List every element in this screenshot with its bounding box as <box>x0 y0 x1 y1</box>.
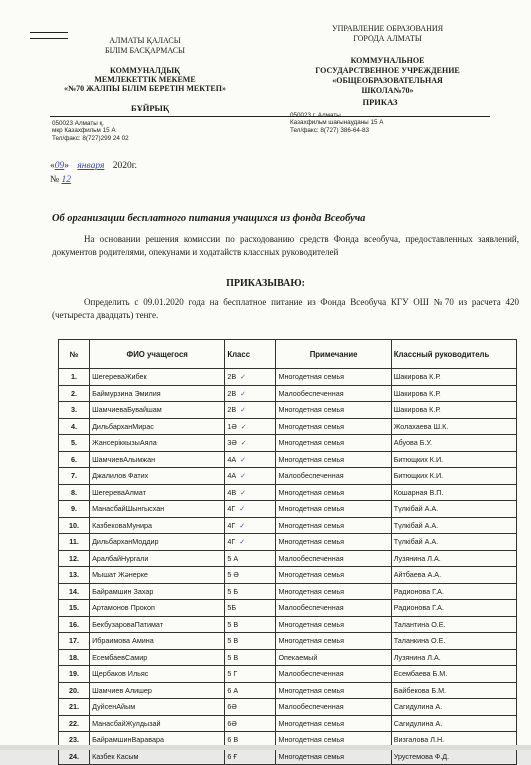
note: Малообеспеченная <box>276 468 391 485</box>
row-number: 13. <box>59 567 90 584</box>
table-row <box>59 451 517 468</box>
note: Многодетная семья <box>276 402 391 419</box>
header-left-org1: КОММУНАЛДЫҚ <box>110 66 180 75</box>
header-mark <box>30 38 68 39</box>
order-word: ПРИКАЗЫВАЮ: <box>226 278 305 289</box>
student-name: ШамчиеваБувайшам <box>90 402 225 419</box>
note: Многодетная семья <box>276 682 391 699</box>
header-left-org2: МЕМЛЕКЕТТІК МЕКЕМЕ <box>94 75 196 84</box>
class-teacher: Талантина О.Е. <box>391 616 516 633</box>
checkmark-icon: ✓ <box>240 454 247 464</box>
class-name: 5 Б <box>225 583 276 600</box>
class-name: 3Ә ✓ <box>225 435 276 452</box>
row-number: 21. <box>59 699 90 716</box>
header-left-dept: БІЛІМ БАСҚАРМАСЫ <box>104 46 186 55</box>
student-name: КазбековаМунира <box>90 517 225 534</box>
class-teacher: Радионова Г.А. <box>391 583 516 600</box>
checkmark-icon: ✓ <box>240 405 247 415</box>
student-name: ДильбарханМирас <box>90 418 225 435</box>
class-teacher: Лузянина Л.А. <box>391 550 516 567</box>
header-right-org3: «ОБЩЕОБРАЗОВАТЕЛЬНАЯ <box>332 76 443 85</box>
class-name: 1Ә ✓ <box>225 418 276 435</box>
row-number: 7. <box>59 468 90 485</box>
class-teacher: Шакирова К.Р. <box>391 369 516 386</box>
note: Малообеспеченная <box>276 550 391 567</box>
order-title: Об организации бесплатного питания учащихся из фонда Всеобуча <box>52 213 366 224</box>
student-name: ШегереваАлмат <box>90 484 225 501</box>
class-name: 5 А <box>225 550 276 567</box>
page-edge <box>0 745 531 750</box>
student-name: Ибраимова Амина <box>90 633 225 650</box>
row-number: 4. <box>59 418 90 435</box>
student-name: МанасбайЖулдызай <box>90 715 225 732</box>
table-row <box>59 517 517 534</box>
header-right-org4: ШКОЛА№70» <box>361 86 414 95</box>
student-name: Щербаков Ильяс <box>90 666 225 683</box>
student-name: ШамчиевАлымжан <box>90 451 225 468</box>
checkmark-icon: ✓ <box>239 504 246 514</box>
student-name: Казбек Касым <box>90 748 225 765</box>
class-teacher: Лузянина Л.А. <box>391 649 516 666</box>
col-name: ФИО учащегося <box>90 340 225 369</box>
table-row <box>59 567 517 584</box>
class-name: 6Ә <box>225 699 276 716</box>
order-number: № 12 <box>50 175 71 185</box>
col-note: Примечание <box>276 340 391 369</box>
row-number: 23. <box>59 732 90 749</box>
class-teacher: Есембаева Б.М. <box>391 666 516 683</box>
note: Многодетная семья <box>276 418 391 435</box>
class-name: 2В ✓ <box>225 402 276 419</box>
row-number: 18. <box>59 649 90 666</box>
class-name: 6Ә <box>225 715 276 732</box>
row-number: 8. <box>59 484 90 501</box>
student-name: ДуйсенАйым <box>90 699 225 716</box>
student-name: Джалилов Фатих <box>90 468 225 485</box>
note: Многодетная семья <box>276 369 391 386</box>
student-name: ДильбарханМоддир <box>90 534 225 551</box>
row-number: 22. <box>59 715 90 732</box>
class-name: 4Г ✓ <box>225 517 276 534</box>
header-right-city: ГОРОДА АЛМАТЫ <box>353 34 422 43</box>
class-name: 4А ✓ <box>225 451 276 468</box>
header-divider <box>50 116 490 117</box>
class-teacher: Сагидулина А. <box>391 715 516 732</box>
header-right-org1: КОММУНАЛЬНОЕ <box>350 56 425 65</box>
class-name: 4В ✓ <box>225 484 276 501</box>
class-name: 5 Ә <box>225 567 276 584</box>
checkmark-icon: ✓ <box>240 487 247 497</box>
class-teacher: Таланкина О.Е. <box>391 633 516 650</box>
class-teacher: Урустемова Ф.Д. <box>391 748 516 765</box>
class-name: 5 В <box>225 633 276 650</box>
checkmark-icon: ✓ <box>240 388 247 398</box>
col-number: № <box>59 340 90 369</box>
table-row <box>59 534 517 551</box>
student-name: Мышат Жәнерке <box>90 567 225 584</box>
order-date: «09» января 2020г. <box>50 161 137 171</box>
student-name: Шамчиев Алишер <box>90 682 225 699</box>
header-right-doc-type: ПРИКАЗ <box>362 97 398 107</box>
row-number: 24. <box>59 748 90 765</box>
row-number: 3. <box>59 402 90 419</box>
class-teacher: Түлкібай А.А. <box>391 501 516 518</box>
note: Многодетная семья <box>276 583 391 600</box>
table-row <box>59 666 517 683</box>
checkmark-icon: ✓ <box>240 438 247 448</box>
table-row <box>59 550 517 567</box>
table-row <box>59 468 517 485</box>
student-name: ШегереваЖибек <box>90 369 225 386</box>
note: Малообеспеченная <box>276 385 391 402</box>
row-number: 20. <box>59 682 90 699</box>
class-teacher: Радионова Г.А. <box>391 600 516 617</box>
checkmark-icon: ✓ <box>240 372 247 382</box>
student-name: Баймурзина Эмилия <box>90 385 225 402</box>
class-teacher: Битющких К.И. <box>391 468 516 485</box>
row-number: 15. <box>59 600 90 617</box>
table-row <box>59 600 517 617</box>
student-name: ЕсембаевСамир <box>90 649 225 666</box>
header-right-org2: ГОСУДАРСТВЕННОЕ УЧРЕЖДЕНИЕ <box>315 66 460 75</box>
class-teacher: Шакирова К.Р. <box>391 402 516 419</box>
header-left-address: 050023 Алматы қ. мкр Казахфильм 15 А Тел/факс: 8(727)299 24 02 <box>52 120 129 142</box>
class-name: 5 В <box>225 616 276 633</box>
note: Многодетная семья <box>276 633 391 650</box>
students-table <box>58 339 517 765</box>
row-number: 10. <box>59 517 90 534</box>
class-teacher: Визгалова Л.Н. <box>391 732 516 749</box>
class-teacher: Абуова Б.У. <box>391 435 516 452</box>
row-number: 19. <box>59 666 90 683</box>
class-name: 2В ✓ <box>225 385 276 402</box>
student-name: ЖансеріккызыАяла <box>90 435 225 452</box>
note: Малообеспеченная <box>276 699 391 716</box>
class-name: 6 Ғ <box>225 748 276 765</box>
class-teacher: Байбекова Б.М. <box>391 682 516 699</box>
class-name: 6 В <box>225 732 276 749</box>
checkmark-icon: ✓ <box>239 520 246 530</box>
class-name: 4Г ✓ <box>225 501 276 518</box>
class-name: 4А ✓ <box>225 468 276 485</box>
note: Многодетная семья <box>276 517 391 534</box>
intro-paragraph: На основании решения комиссии по расходованию средств Фонда всеобуча, предоставленных заявлений, документов родителями, опекунами и ходатайств классных руководителей <box>52 234 519 257</box>
row-number: 5. <box>59 435 90 452</box>
table-row <box>59 369 517 386</box>
table-row <box>59 633 517 650</box>
table-row <box>59 649 517 666</box>
note: Многодетная семья <box>276 732 391 749</box>
table-row <box>59 715 517 732</box>
class-name: 5 В <box>225 649 276 666</box>
table-row <box>59 699 517 716</box>
class-teacher: Шакирова К.Р. <box>391 385 516 402</box>
checkmark-icon: ✓ <box>240 471 247 481</box>
note: Многодетная семья <box>276 616 391 633</box>
table-row <box>59 583 517 600</box>
table-row <box>59 748 517 765</box>
row-number: 11. <box>59 534 90 551</box>
note: Опекаемый <box>276 649 391 666</box>
student-name: БекбузароваПатимат <box>90 616 225 633</box>
table-row <box>59 484 517 501</box>
class-teacher: Сагидулина А. <box>391 699 516 716</box>
student-name: Байрамшин Захар <box>90 583 225 600</box>
row-number: 6. <box>59 451 90 468</box>
header-left-org3: «№70 ЖАЛПЫ БІЛІМ БЕРЕТІН МЕКТЕП» <box>64 84 226 93</box>
table-header-row <box>59 340 517 369</box>
note: Многодетная семья <box>276 435 391 452</box>
class-name: 2В ✓ <box>225 369 276 386</box>
header-left-doc-type: БҰЙРЫҚ <box>130 103 170 113</box>
note: Малообеспеченная <box>276 600 391 617</box>
table-row <box>59 501 517 518</box>
note: Многодетная семья <box>276 484 391 501</box>
header-right-address: 050023 г. Алматы Казахфильм шағынауданы 15 А Тел/факс: 8(727) 386-64-83 <box>290 112 384 134</box>
student-name: МанасбайШынгысхан <box>90 501 225 518</box>
determine-paragraph: Определить с 09.01.2020 года на бесплатное питание из Фонда Всеобуча КГУ ОШ №70 из расчета 420 (четыреста двадцать) тенге. <box>52 297 519 320</box>
class-name: 6 А <box>225 682 276 699</box>
class-name: 4Г ✓ <box>225 534 276 551</box>
row-number: 14. <box>59 583 90 600</box>
note: Многодетная семья <box>276 501 391 518</box>
table-row <box>59 385 517 402</box>
note: Многодетная семья <box>276 715 391 732</box>
table-row <box>59 435 517 452</box>
row-number: 9. <box>59 501 90 518</box>
student-name: АралбайНургали <box>90 550 225 567</box>
note: Многодетная семья <box>276 534 391 551</box>
row-number: 16. <box>59 616 90 633</box>
student-name: БайрамшинВаравара <box>90 732 225 749</box>
class-teacher: Битющких К.И. <box>391 451 516 468</box>
note: Многодетная семья <box>276 748 391 765</box>
row-number: 17. <box>59 633 90 650</box>
class-teacher: Кошарная В.П. <box>391 484 516 501</box>
class-teacher: Түлкібай А.А. <box>391 534 516 551</box>
table-row <box>59 682 517 699</box>
table-row <box>59 402 517 419</box>
class-teacher: Айтбаева А.А. <box>391 567 516 584</box>
note: Многодетная семья <box>276 451 391 468</box>
table-row <box>59 418 517 435</box>
table-row <box>59 616 517 633</box>
table-body <box>59 369 517 765</box>
class-teacher: Түлкібай А.А. <box>391 517 516 534</box>
header-left-city: АЛМАТЫ ҚАЛАСЫ <box>109 36 181 45</box>
note: Малообеспеченная <box>276 666 391 683</box>
class-name: 5Б <box>225 600 276 617</box>
header-mark <box>30 32 68 33</box>
row-number: 1. <box>59 369 90 386</box>
checkmark-icon: ✓ <box>240 421 247 431</box>
student-name: Артамонов Прокоп <box>90 600 225 617</box>
row-number: 12. <box>59 550 90 567</box>
col-teacher: Классный руководитель <box>391 340 516 369</box>
col-class: Класс <box>225 340 276 369</box>
row-number: 2. <box>59 385 90 402</box>
header-right-dept: УПРАВЛЕНИЕ ОБРАЗОВАНИЯ <box>331 24 444 33</box>
checkmark-icon: ✓ <box>239 537 246 547</box>
class-name: 5 Г <box>225 666 276 683</box>
note: Многодетная семья <box>276 567 391 584</box>
class-teacher: Жолахаева Ш.К. <box>391 418 516 435</box>
